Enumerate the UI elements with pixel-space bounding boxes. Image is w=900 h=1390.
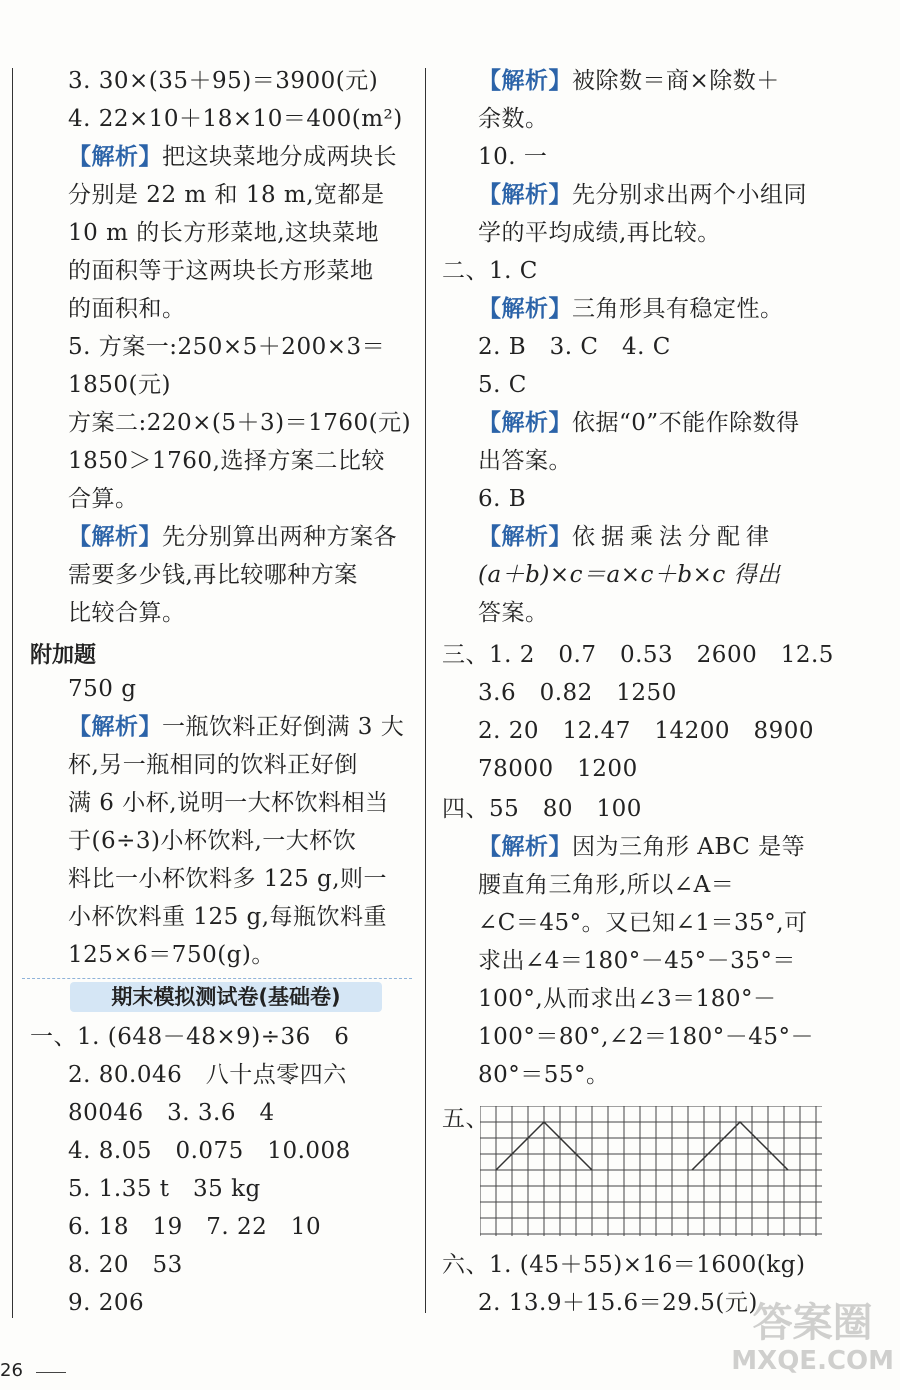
analysis-tag: 【解析】 [478, 410, 572, 436]
analysis-line: 余数。 [478, 106, 549, 132]
analysis-line: 10 m 的长方形菜地,这块菜地 [68, 220, 380, 246]
analysis-line: 100°,从而求出∠3＝180°－ [478, 986, 777, 1012]
analysis-line: 满 6 小杯,说明一大杯饮料相当 [68, 790, 389, 816]
answer-2-1: 二、1. C [442, 258, 538, 284]
answer-10: 10. 一 [478, 144, 548, 170]
bonus-heading: 附加题 [30, 643, 97, 668]
analysis-10 [478, 176, 807, 214]
section-banner: 期末模拟测试卷(基础卷) [70, 982, 382, 1012]
analysis-tag: 【解析】 [68, 144, 162, 170]
analysis-line: 杯,另一瓶相同的饮料正好倒 [68, 752, 358, 778]
answer-line: 1850(元) [68, 372, 171, 398]
analysis-text: 三角形具有稳定性。 [572, 296, 784, 322]
analysis-tag: 【解析】 [478, 182, 572, 208]
answer-line: 1850＞1760,选择方案二比较 [68, 448, 385, 474]
analysis-text: 先分别算出两种方案各 [162, 524, 397, 550]
answer-2-6: 6. B [478, 486, 527, 512]
watermark-url: MXQE.COM [731, 1346, 894, 1376]
answer-3-2: 2. 20 12.47 14200 8900 [478, 718, 815, 744]
analysis-tag: 【解析】 [68, 714, 162, 740]
analysis-tag: 【解析】 [478, 296, 572, 322]
analysis-bonus [68, 708, 404, 746]
grid-drawing [480, 1106, 822, 1236]
answer-2-5: 5. C [478, 372, 527, 398]
section-divider [22, 978, 412, 979]
analysis-line: 比较合算。 [68, 600, 186, 626]
analysis-line: 料比一小杯饮料多 125 g,则一 [68, 866, 388, 892]
column-divider [425, 68, 426, 1313]
answer-5-label: 五、 [442, 1106, 489, 1132]
analysis-line: (a＋b)×c＝a×c＋b×c 得出 [478, 562, 781, 588]
answer-5: 5. 方案一:250×5＋200×3＝ [68, 334, 386, 360]
answer-s2: 2. 80.046 八十点零四六 [68, 1062, 347, 1088]
answer-6-1: 六、1. (45＋55)×16＝1600(kg) [442, 1252, 806, 1278]
answer-s3: 80046 3. 3.6 4 [68, 1100, 275, 1126]
analysis-text: 依据“0”不能作除数得 [572, 410, 800, 436]
answer-3-1: 三、1. 2 0.7 0.53 2600 12.5 [442, 642, 834, 668]
analysis-text: 被除数＝商×除数＋ [572, 68, 780, 94]
analysis-line: 学的平均成绩,再比较。 [478, 220, 721, 246]
analysis-text: 一瓶饮料正好倒满 3 大 [162, 714, 405, 740]
answer-line: 方案二:220×(5＋3)＝1760(元) [68, 410, 412, 436]
analysis-tag: 【解析】 [478, 524, 572, 550]
analysis-text: 依据乘法分配律 [572, 524, 775, 550]
answer-2-2: 2. B 3. C 4. C [478, 334, 671, 360]
analysis-line: 腰直角三角形,所以∠A＝ [478, 872, 735, 898]
answer-3: 3. 30×(35＋95)＝3900(元) [68, 68, 379, 94]
watermark [731, 1300, 894, 1376]
analysis-text: 因为三角形 ABC 是等 [572, 834, 806, 860]
answer-s8: 9. 206 [68, 1290, 145, 1316]
answer-line: 3.6 0.82 1250 [478, 680, 677, 706]
analysis-line: 100°＝80°,∠2＝180°－45°－ [478, 1024, 815, 1050]
analysis-4 [478, 828, 805, 866]
page-number: 26 [0, 1360, 23, 1381]
analysis-tag: 【解析】 [478, 834, 572, 860]
left-margin-line [12, 68, 13, 1318]
analysis-line: 的面积等于这两块长方形菜地 [68, 258, 374, 284]
analysis-5 [68, 518, 397, 556]
page-number-rule [36, 1372, 66, 1373]
analysis-9 [478, 62, 780, 100]
watermark-text: 答案圈 [752, 1300, 873, 1346]
answer-s4: 4. 8.05 0.075 10.008 [68, 1138, 351, 1164]
analysis-line: 求出∠4＝180°－45°－35°＝ [478, 948, 796, 974]
analysis-4 [68, 138, 397, 176]
analysis-line: 分别是 22 m 和 18 m,宽都是 [68, 182, 385, 208]
answer-line: 78000 1200 [478, 756, 638, 782]
analysis-line: 需要多少钱,再比较哪种方案 [68, 562, 358, 588]
analysis-line: 125×6＝750(g)。 [68, 942, 275, 968]
analysis-text: 把这块菜地分成两块长 [162, 144, 397, 170]
answer-s7: 8. 20 53 [68, 1252, 183, 1278]
analysis-line: 80°＝55°。 [478, 1062, 610, 1088]
answer-s5: 5. 1.35 t 35 kg [68, 1176, 261, 1202]
analysis-line: 的面积和。 [68, 296, 186, 322]
analysis-line: ∠C＝45°。又已知∠1＝35°,可 [478, 910, 808, 936]
bonus-answer: 750 g [68, 676, 137, 702]
answer-4: 四、55 80 100 [442, 796, 642, 822]
analysis-line: 小杯饮料重 125 g,每瓶饮料重 [68, 904, 388, 930]
analysis-2-6 [478, 518, 775, 556]
analysis-line: 出答案。 [478, 448, 572, 474]
analysis-text: 先分别求出两个小组同 [572, 182, 807, 208]
analysis-line: 于(6÷3)小杯饮料,一大杯饮 [68, 828, 357, 854]
analysis-tag: 【解析】 [68, 524, 162, 550]
answer-s6: 6. 18 19 7. 22 10 [68, 1214, 322, 1240]
arrow-shape-right [692, 1122, 788, 1170]
answer-s1: 一、1. (648－48×9)÷36 6 [30, 1024, 350, 1050]
analysis-2-1 [478, 290, 784, 328]
answer-line: 合算。 [68, 486, 139, 512]
answer-4: 4. 22×10＋18×10＝400(m²) [68, 106, 403, 132]
answer-6-2: 2. 13.9＋15.6＝29.5(元) [478, 1290, 758, 1316]
analysis-line: 答案。 [478, 600, 549, 626]
analysis-2-5 [478, 404, 800, 442]
analysis-tag: 【解析】 [478, 68, 572, 94]
